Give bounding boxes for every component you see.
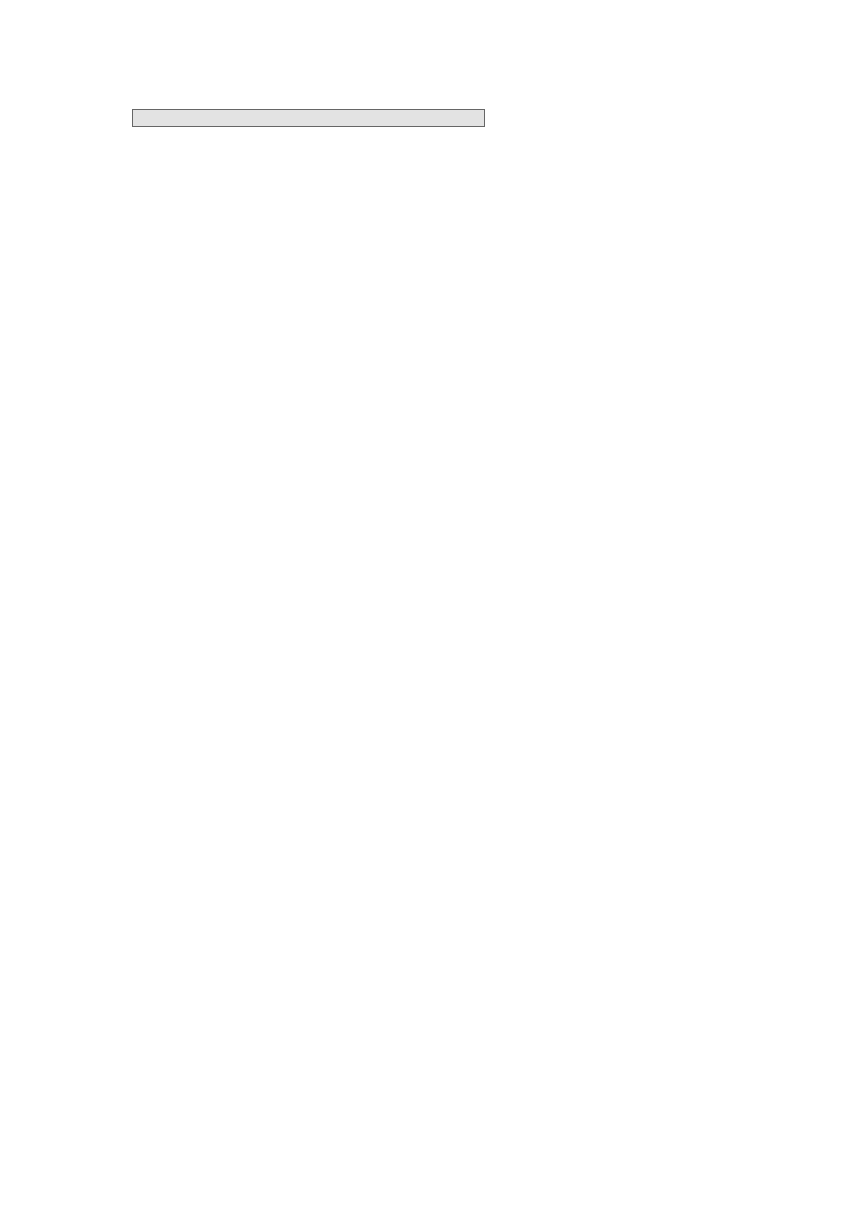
table-title — [133, 110, 485, 127]
relationship-table — [132, 109, 485, 127]
document-page — [130, 101, 730, 135]
